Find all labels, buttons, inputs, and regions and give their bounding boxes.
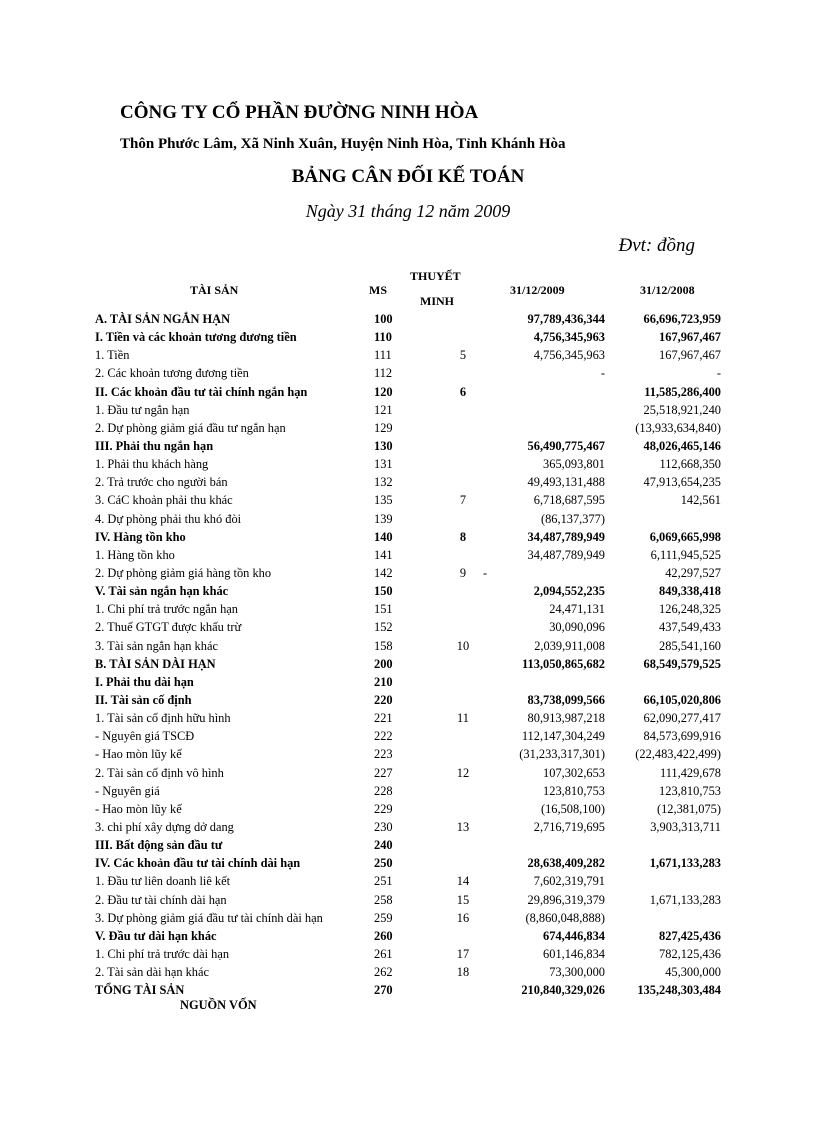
row-value-2009: 80,913,987,218 — [527, 711, 605, 726]
row-ms: 229 — [374, 801, 393, 816]
row-ms: 111 — [374, 348, 392, 363]
table-row — [95, 637, 735, 655]
row-name: I. Tiền và các khoản tương đương tiền — [95, 330, 297, 345]
row-value-2009: (86,137,377) — [540, 511, 605, 526]
table-row — [95, 745, 735, 763]
row-value-2008: 42,297,527 — [665, 565, 721, 580]
row-value-2008: 62,090,277,417 — [643, 711, 721, 726]
row-value-2008: 6,111,945,525 — [650, 547, 721, 562]
row-value-2008: 112,668,350 — [659, 457, 721, 472]
row-name: IV. Các khoản đầu tư tài chính dài hạn — [95, 856, 301, 871]
table-row — [95, 691, 735, 709]
row-value-2009: 365,093,801 — [543, 457, 605, 472]
row-name: 2. Tài sản dài hạn khác — [95, 965, 210, 980]
row-value-2009: 24,471,131 — [549, 602, 605, 617]
row-name: V. Đầu tư dài hạn khác — [95, 928, 217, 943]
row-value-2008: 123,810,753 — [659, 783, 721, 798]
row-name: 2. Các khoản tương đương tiền — [95, 366, 249, 381]
row-ms: 223 — [374, 747, 393, 762]
row-value-2008: 48,026,465,146 — [643, 438, 721, 453]
table-row — [95, 437, 735, 455]
row-value-2009: (31,233,317,301) — [519, 747, 605, 762]
row-name: 2. Dự phòng giảm giá hàng tồn kho — [95, 565, 272, 580]
row-name: 1. Chi phí trả trước ngắn hạn — [95, 602, 238, 617]
row-name: 3. chi phí xây dựng dở dang — [95, 819, 234, 834]
row-ms: 152 — [374, 620, 393, 635]
table-row — [95, 364, 735, 382]
row-ms: 141 — [374, 547, 393, 562]
row-value-2008: 827,425,436 — [659, 928, 721, 943]
document-title — [0, 166, 816, 188]
row-name: IV. Hàng tồn kho — [95, 529, 186, 544]
row-ms: 158 — [374, 638, 393, 653]
table-row — [95, 346, 735, 364]
row-ms: 151 — [374, 602, 393, 617]
row-value-2008: 68,549,579,525 — [643, 656, 721, 671]
table-row — [95, 800, 735, 818]
row-name: - Nguyên giá TSCĐ — [95, 729, 195, 744]
row-value-2009: 97,789,436,344 — [527, 312, 605, 326]
row-ms: 221 — [374, 711, 393, 726]
row-name: II. Các khoản đầu tư tài chính ngắn hạn — [95, 384, 308, 399]
row-value-2008: 84,573,699,916 — [643, 729, 721, 744]
row-value-2008: 66,105,020,806 — [643, 692, 721, 707]
row-ms: 130 — [374, 438, 393, 453]
row-name: 1. Đầu tư liên doanh liê kết — [95, 874, 231, 889]
row-ms: 250 — [374, 856, 393, 871]
next-section-heading: NGUỒN VỐN — [180, 998, 257, 1012]
row-value-2009: 123,810,753 — [543, 783, 605, 798]
row-value-2009: 107,302,653 — [543, 765, 605, 780]
row-ms: 140 — [374, 529, 393, 544]
row-value-2008: 1,671,133,283 — [649, 856, 721, 871]
row-ms: 261 — [374, 946, 393, 961]
table-row — [95, 582, 735, 600]
row-value-2008: (22,483,422,499) — [635, 747, 721, 762]
row-value-2009: 601,146,834 — [543, 946, 605, 961]
row-name: 2. Dự phòng giảm giá đầu tư ngắn hạn — [95, 420, 286, 435]
table-row — [95, 455, 735, 473]
row-value-2008: 45,300,000 — [665, 965, 721, 980]
row-name: II. Tài sản cố định — [95, 692, 192, 707]
row-ms: 142 — [374, 565, 393, 580]
row-ms: 150 — [374, 584, 393, 599]
row-value-2008: (13,933,634,840) — [635, 420, 721, 435]
row-value-2008: 437,549,433 — [659, 620, 721, 635]
table-row — [95, 927, 735, 945]
row-ms: 220 — [374, 692, 393, 707]
row-name: 3. Dự phòng giảm giá đầu tư tài chính dài hạn — [95, 910, 323, 925]
row-value-2009: 28,638,409,282 — [527, 856, 605, 871]
row-value-2009: 83,738,099,566 — [527, 692, 605, 707]
row-name: TỔNG TÀI SẢN — [95, 983, 185, 998]
row-value-2009: 2,094,552,235 — [533, 584, 605, 599]
column-header-ms: MS — [369, 283, 387, 297]
row-ms: 251 — [374, 874, 393, 889]
row-note: 9 — [459, 565, 467, 580]
row-note: 11 — [457, 711, 469, 726]
balance-sheet-table — [95, 310, 735, 999]
row-value-2009: 34,487,789,949 — [527, 547, 605, 562]
row-value-2009: 73,300,000 — [549, 965, 605, 980]
row-value-2009: (16,508,100) — [540, 801, 605, 816]
row-name: 2. Thuế GTGT được khấu trừ — [95, 620, 242, 635]
row-value-2008: 1,671,133,283 — [649, 892, 721, 907]
column-header-asset: TÀI SẢN — [190, 283, 239, 297]
row-ms: 132 — [374, 475, 393, 490]
table-row — [95, 600, 735, 618]
row-name: 1. Đầu tư ngắn hạn — [95, 402, 190, 417]
table-row — [95, 727, 735, 745]
row-value-2009: 210,840,329,026 — [521, 983, 605, 998]
row-note: 5 — [459, 348, 467, 363]
table-row — [95, 981, 735, 999]
row-ms: 139 — [374, 511, 393, 526]
row-name: 1. Tài sản cố định hữu hình — [95, 711, 231, 726]
table-row — [95, 528, 735, 546]
row-name: - Nguyên giá — [95, 783, 160, 798]
row-value-2009: 113,050,865,682 — [522, 656, 605, 671]
row-ms: 259 — [374, 910, 393, 925]
column-header-2009: 31/12/2009 — [510, 283, 565, 297]
table-row — [95, 891, 735, 909]
row-dash: - — [483, 565, 488, 580]
row-value-2008: 25,518,921,240 — [643, 402, 721, 417]
table-row — [95, 401, 735, 419]
row-note: 18 — [456, 965, 470, 980]
column-header-note-line2: MINH — [420, 294, 454, 308]
row-value-2009: 112,147,304,249 — [521, 729, 605, 744]
row-note: 6 — [459, 384, 467, 399]
row-value-2009: 2,039,911,008 — [534, 638, 605, 653]
row-name: - Hao mòn lũy kế — [95, 801, 182, 816]
row-name: 1. Phải thu khách hàng — [95, 457, 209, 472]
row-name: B. TÀI SẢN DÀI HẠN — [95, 656, 216, 671]
row-ms: 200 — [374, 656, 393, 671]
row-ms: 230 — [374, 819, 393, 834]
row-name: 3. Tài sản ngắn hạn khác — [95, 638, 218, 653]
row-note: 7 — [459, 493, 467, 508]
row-ms: 131 — [374, 457, 393, 472]
table-row — [95, 872, 735, 890]
row-value-2008: (12,381,075) — [656, 801, 721, 816]
table-row — [95, 383, 735, 401]
row-ms: 227 — [374, 765, 393, 780]
table-row — [95, 328, 735, 346]
row-name: 1. Chi phí trả trước dài hạn — [95, 946, 230, 961]
row-name: 4. Dự phòng phải thu khó đòi — [95, 511, 242, 526]
document-title-text: BẢNG CÂN ĐỐI KẾ TOÁN — [291, 166, 525, 187]
currency-unit: Đvt: đồng — [618, 235, 695, 256]
table-row — [95, 909, 735, 927]
row-name: 2. Trả trước cho người bán — [95, 475, 228, 490]
row-name: III. Bất động sản đầu tư — [95, 838, 223, 853]
row-value-2009: 30,090,096 — [549, 620, 605, 635]
row-name: I. Phải thu dài hạn — [95, 674, 194, 689]
row-name: - Hao mòn lũy kế — [95, 747, 182, 762]
column-header-2008: 31/12/2008 — [640, 283, 695, 297]
row-value-2009: 4,756,345,963 — [533, 348, 605, 363]
row-value-2009: 6,718,687,595 — [533, 493, 605, 508]
table-row — [95, 618, 735, 636]
row-note: 10 — [456, 638, 470, 653]
table-row — [95, 491, 735, 509]
table-row — [95, 673, 735, 691]
row-ms: 112 — [374, 366, 393, 381]
row-ms: 100 — [374, 312, 393, 326]
table-row — [95, 836, 735, 854]
table-row — [95, 818, 735, 836]
row-name: 1. Tiền — [95, 348, 130, 363]
row-ms: 135 — [374, 493, 393, 508]
table-row — [95, 510, 735, 528]
row-value-2008: 47,913,654,235 — [643, 475, 721, 490]
row-value-2008: 849,338,418 — [659, 584, 721, 599]
table-row — [95, 419, 735, 437]
row-ms: 110 — [374, 330, 392, 345]
table-row — [95, 782, 735, 800]
row-note: 12 — [456, 765, 470, 780]
row-note: 15 — [456, 892, 470, 907]
row-value-2009: 49,493,131,488 — [527, 475, 605, 490]
row-note: 13 — [456, 819, 470, 834]
row-value-2009: 4,756,345,963 — [533, 330, 605, 345]
row-value-2009: 56,490,775,467 — [527, 438, 605, 453]
row-ms: 120 — [374, 384, 393, 399]
row-value-2009: 2,716,719,695 — [533, 819, 605, 834]
row-value-2008: 782,125,436 — [659, 946, 721, 961]
table-row — [95, 546, 735, 564]
table-row — [95, 564, 735, 582]
row-note: 16 — [456, 910, 470, 925]
row-value-2008: 3,903,313,711 — [650, 819, 721, 834]
row-ms: 270 — [374, 983, 393, 998]
row-ms: 228 — [374, 783, 393, 798]
report-date: Ngày 31 tháng 12 năm 2009 — [305, 201, 511, 221]
row-ms: 121 — [374, 402, 393, 417]
table-row — [95, 945, 735, 963]
row-ms: 222 — [374, 729, 393, 744]
row-value-2008: - — [716, 366, 721, 381]
row-value-2008: 126,248,325 — [659, 602, 721, 617]
row-value-2008: 167,967,467 — [659, 348, 721, 363]
row-name: 2. Tài sản cố định vô hình — [95, 765, 224, 780]
row-ms: 260 — [374, 928, 393, 943]
row-name: A. TÀI SẢN NGẮN HẠN — [95, 312, 231, 326]
row-value-2009: - — [600, 366, 605, 381]
row-note: 8 — [459, 529, 467, 544]
row-value-2008: 11,585,286,400 — [644, 384, 721, 399]
row-value-2008: 66,696,723,959 — [643, 312, 721, 326]
row-value-2008: 111,429,678 — [659, 765, 721, 780]
company-name: CÔNG TY CỔ PHẦN ĐƯỜNG NINH HÒA — [120, 102, 479, 123]
row-name: V. Tài sản ngắn hạn khác — [95, 584, 229, 599]
table-row — [95, 764, 735, 782]
row-ms: 240 — [374, 838, 393, 853]
row-value-2008: 167,967,467 — [659, 330, 721, 345]
table-row — [95, 655, 735, 673]
table-row — [95, 709, 735, 727]
row-ms: 262 — [374, 965, 393, 980]
company-address: Thôn Phước Lâm, Xã Ninh Xuân, Huyện Ninh Hòa, Tỉnh Khánh Hòa — [120, 136, 566, 152]
column-header-note-line1: THUYẾT — [410, 269, 461, 283]
row-name: 3. CáC khoản phải thu khác — [95, 493, 233, 508]
row-name: III. Phải thu ngắn hạn — [95, 438, 214, 453]
row-value-2008: 135,248,303,484 — [637, 983, 721, 998]
row-value-2009: 29,896,319,379 — [527, 892, 605, 907]
table-row — [95, 473, 735, 491]
row-value-2008: 142,561 — [680, 493, 721, 508]
row-value-2009: 674,446,834 — [543, 928, 605, 943]
row-value-2009: 7,602,319,791 — [533, 874, 605, 889]
row-note: 17 — [456, 946, 470, 961]
row-name: 2. Đầu tư tài chính dài hạn — [95, 892, 227, 907]
row-ms: 210 — [374, 674, 393, 689]
row-value-2009: 34,487,789,949 — [527, 529, 605, 544]
row-value-2009: (8,860,048,888) — [525, 910, 605, 925]
table-row — [95, 963, 735, 981]
table-row — [95, 310, 735, 328]
row-ms: 258 — [374, 892, 393, 907]
table-row — [95, 854, 735, 872]
row-ms: 129 — [374, 420, 393, 435]
row-value-2008: 6,069,665,998 — [649, 529, 721, 544]
row-note: 14 — [456, 874, 470, 889]
row-name: 1. Hàng tồn kho — [95, 547, 175, 562]
row-value-2008: 285,541,160 — [659, 638, 721, 653]
